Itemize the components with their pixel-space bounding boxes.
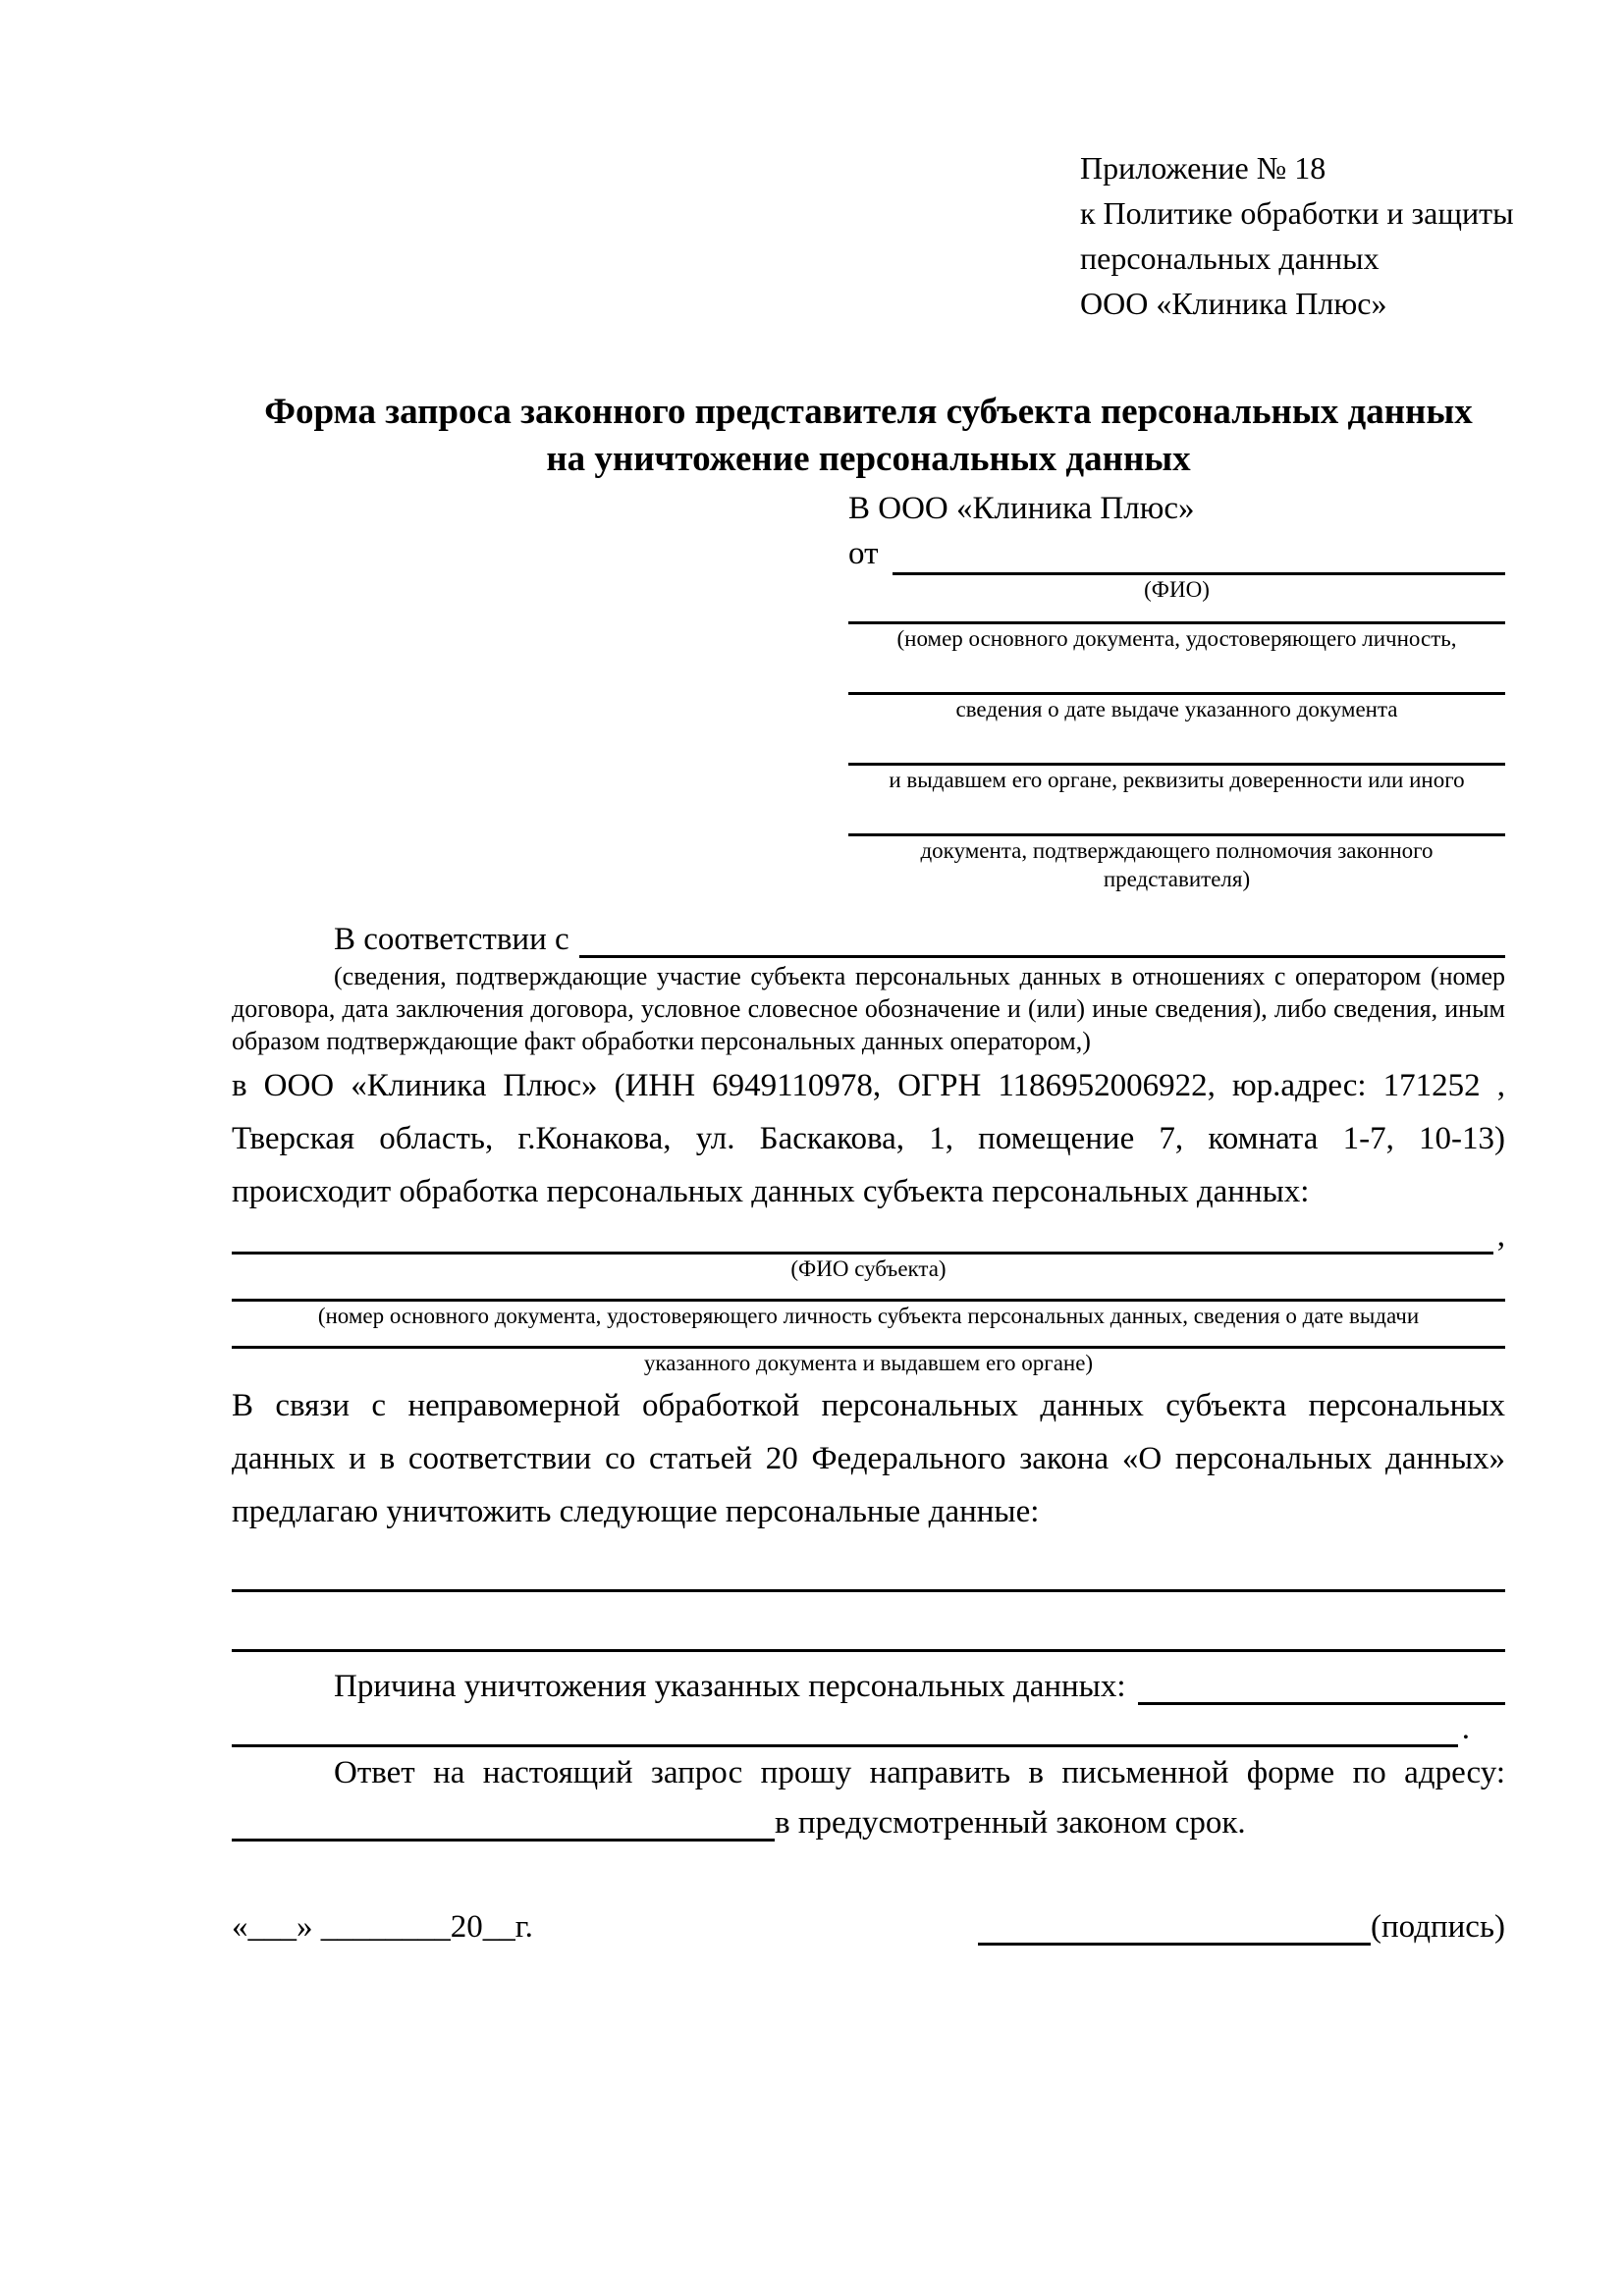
appendix-line-3: персональных данных [1080,240,1380,276]
subject-doc-blank-line-1 [232,1283,1505,1302]
addressee-block [848,487,1505,893]
from-field [848,530,1505,575]
representative-doc-blank-line-2 [848,653,1505,695]
subject-doc-caption-2: указанного документа и выдавшем его органе) [643,1351,1094,1375]
accordance-blank-line [579,918,1505,958]
from-blank-line [893,533,1506,575]
destroy-data-field-2 [232,1610,1505,1652]
appendix-note [1080,145,1514,326]
subject-fio-blank-line [232,1236,1493,1255]
subject-doc-field-1 [232,1283,1505,1302]
fio-caption: (ФИО) [1144,577,1210,602]
representative-doc-field-2 [848,653,1505,723]
answer-address-field [232,1796,1505,1842]
form-title [232,389,1505,483]
period-suffix: . [1461,1711,1470,1746]
form-title-line-1: Форма запроса законного представителя субъекта персональных данных [264,392,1473,432]
form-title-line-2: на уничтожение персональных данных [546,439,1191,479]
from-label: от [848,536,879,571]
accordance-note: (сведения, подтверждающие участие субъекта персональных данных в отношениях с оператором (номер договора, дата заключения договора, условное словесное обозначение и (или) иные сведения), либо сведения, иным образом подтверждающие факт обработки персональных данных оператором,) [232,962,1505,1055]
appendix-line-2: к Политике обработки и защиты [1080,195,1514,231]
representative-doc-caption-2: сведения о дате выдаче указанного документа [955,697,1398,721]
reason-blank-line [1138,1665,1505,1705]
appendix-line-1: Приложение № 18 [1080,150,1326,186]
destroy-data-field-1 [232,1552,1505,1592]
appendix-line-4: ООО «Клиника Плюс» [1080,286,1387,321]
date-signature-row [232,1898,1505,1946]
representative-doc-caption-4: документа, подтверждающего полномочия законного представителя) [920,838,1434,891]
reason-continuation-field [232,1705,1505,1747]
subject-doc-blank-line-2 [232,1330,1505,1349]
reason-field [232,1658,1505,1705]
reason-continuation-blank-line [232,1705,1458,1747]
signature-caption: (подпись) [1371,1909,1505,1945]
subject-doc-caption-1: (номер основного документа, удостоверяющего личность субъекта персональных данных, сведения о дате выдачи [317,1304,1420,1328]
representative-doc-blank-line-4 [848,794,1505,836]
address-blank-line [232,1801,775,1842]
operator-paragraph: в ООО «Клиника Плюс» (ИНН 6949110978, ОГРН 1186952006922, юр.адрес: 171252 , Тверская область, г.Конакова, ул. Баскакова, 1, помещение 7, комната 1-7, 10-13) происходит обработка персональных данных субъекта персональных данных: [232,1068,1505,1209]
signature-blank-line [978,1905,1371,1946]
representative-doc-caption-1: (номер основного документа, удостоверяющего личность, [896,626,1457,651]
accordance-label: В соответствии с [334,922,569,957]
comma-suffix: , [1496,1218,1505,1254]
representative-doc-caption-3: и выдавшем его органе, реквизиты доверенности или иного [889,768,1465,792]
signature-field [978,1905,1505,1946]
subject-fio-caption: (ФИО субъекта) [790,1256,947,1281]
representative-doc-field-3 [848,723,1505,794]
reason-label: Причина уничтожения указанных персональных данных: [334,1669,1126,1704]
request-paragraph: В связи с неправомерной обработкой персональных данных субъекта персональных данных и в соответствии со статьей 20 Федерального закона «О персональных данных» предлагаю уничтожить следующие персональные данные: [232,1388,1505,1529]
answer-tail: в предусмотренный законом срок. [775,1805,1246,1841]
destroy-data-blank-line-1 [232,1552,1505,1592]
representative-doc-field-4 [848,794,1505,893]
answer-paragraph: Ответ на настоящий запрос прошу направить в письменной форме по адресу: [334,1755,1505,1790]
accordance-field [232,913,1505,958]
date-blank-field: «___» ________20__г. [232,1909,533,1945]
subject-doc-field-2 [232,1330,1505,1349]
addressee-organization: В ООО «Клиника Плюс» [848,491,1195,526]
representative-doc-blank-line-1 [848,604,1505,624]
representative-doc-blank-line-3 [848,723,1505,766]
subject-fio-field [232,1218,1505,1255]
destroy-data-blank-line-2 [232,1610,1505,1652]
representative-doc-field-1 [848,604,1505,653]
